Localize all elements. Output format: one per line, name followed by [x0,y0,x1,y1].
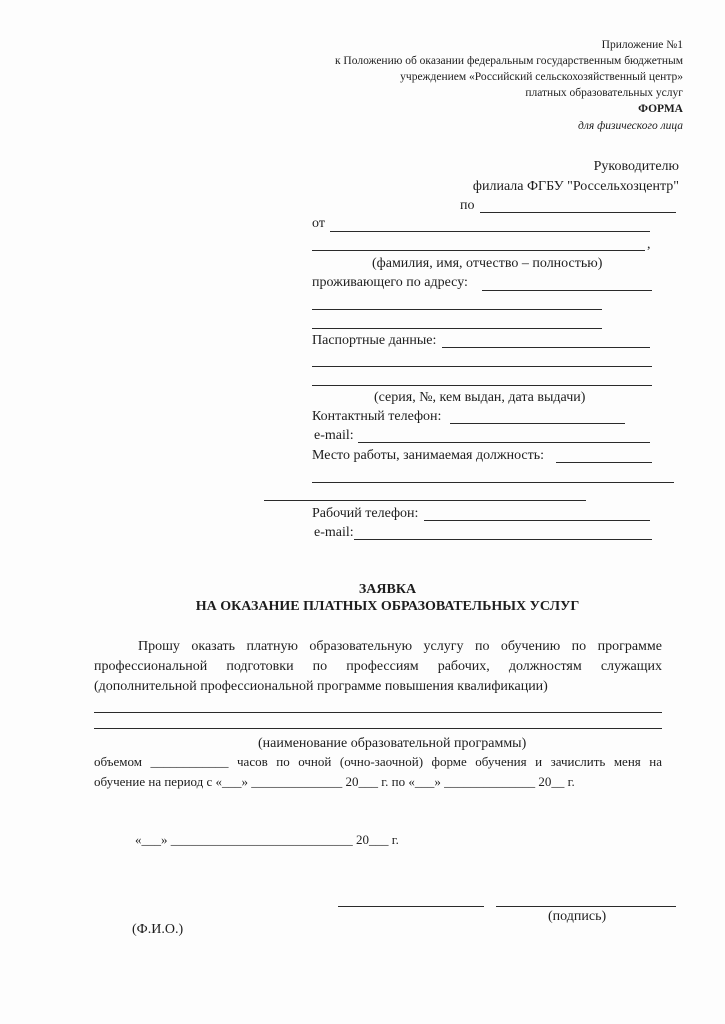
fio-hint: (фамилия, имя, отчество – полностью) [372,256,603,271]
address-label: проживающего по адресу: [312,275,468,290]
passport-label: Паспортные данные: [312,333,437,348]
from-label: от [312,216,325,231]
address-blank-1[interactable] [482,290,652,291]
from-blank-2[interactable] [312,250,645,251]
signature-blank[interactable] [338,906,484,907]
regulation-line-3: платных образовательных услуг [525,87,683,99]
passport-blank-1[interactable] [442,347,650,348]
regulation-line-1: к Положению об оказании федеральным государственным бюджетным [334,55,683,67]
work-phone-blank[interactable] [424,520,650,521]
addressee-line-2: филиала ФГБУ "Россельхозцентр" [472,179,679,194]
work-phone-label: Рабочий телефон: [312,506,419,521]
program-blank-1[interactable] [94,712,662,713]
passport-blank-3[interactable] [312,385,652,386]
signature-name-blank[interactable] [496,906,676,907]
phone-blank[interactable] [450,423,625,424]
signing-date-line: «___» ____________________________ 20___ г. [135,832,399,847]
form-title: ЗАЯВКА [358,582,417,597]
email-label: e-mail: [314,428,354,443]
address-blank-3[interactable] [312,328,602,329]
comma: , [647,237,651,252]
signature-hint: (подпись) [548,909,607,924]
request-text-line-3: (дополнительной профессиональной программе повышения квалификации) [94,679,548,694]
program-blank-2[interactable] [94,728,662,729]
work-blank-2[interactable] [312,482,674,483]
appendix-number: Приложение №1 [601,39,683,51]
phone-label: Контактный телефон: [312,409,442,424]
passport-blank-2[interactable] [312,366,652,367]
addressee-line-1: Руководителю [593,159,679,174]
addressee-blank[interactable] [480,212,676,213]
work-email-blank[interactable] [354,539,652,540]
from-blank-1[interactable] [330,231,650,232]
address-blank-2[interactable] [312,309,602,310]
regulation-line-2: учреждением «Российский сельскохозяйственный центр» [400,71,683,83]
program-hint: (наименование образовательной программы) [258,736,527,751]
volume-line: объемом ____________ часов по очной (очно-заочной) форме обучения и зачислить меня на [94,754,662,769]
fio-footer-hint: (Ф.И.О.) [132,922,184,937]
work-email-label: e-mail: [314,525,354,540]
email-blank[interactable] [358,442,650,443]
request-text-line-1: Прошу оказать платную образовательную услугу по обучению по программе [138,639,662,654]
work-label: Место работы, занимаемая должность: [312,448,545,463]
addressee-line-3: по [460,198,475,213]
form-subject: для физического лица [578,120,683,132]
request-text-line-2: профессиональной подготовки по профессиям рабочих, должностям служащих [94,659,662,674]
work-blank-3[interactable] [264,500,586,501]
passport-hint: (серия, №, кем выдан, дата выдачи) [374,390,586,405]
period-line: обучение на период с «___» ______________ 20___ г. по «___» ______________ 20__ г. [94,774,575,789]
form-subtitle: НА ОКАЗАНИЕ ПЛАТНЫХ ОБРАЗОВАТЕЛЬНЫХ УСЛУГ [195,599,580,614]
work-blank-1[interactable] [556,462,652,463]
form-label: ФОРМА [638,103,683,115]
